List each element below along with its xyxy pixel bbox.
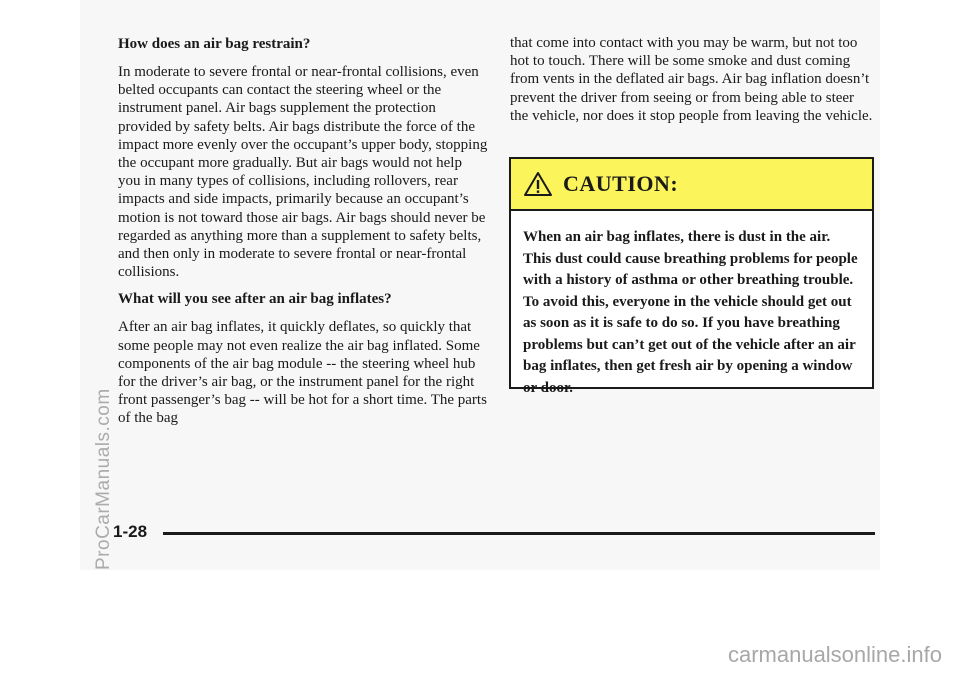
paragraph-air-bag-restrain: In moderate to severe frontal or near-frontal collisions, even belted occupants can contact the steering wheel or the instrument panel. Air bags supplement the protection provided by safety belts. Air bags distribute the force of the impact more evenly over the occupant’s upper body, stopping the occupant more gradually. But air bags would not help you in many types of collisions, including rollovers, rear impacts and side impacts, primarily because an occupant’s motion is not toward those air bags. Air bags should never be regarded as anything more than a supplement to safety belts, and then only in moderate to severe frontal or near-frontal collisions.	[118, 64, 488, 281]
left-column	[118, 34, 488, 436]
warning-triangle-icon	[523, 171, 553, 197]
caution-box	[509, 157, 874, 396]
page-number: 1-28	[113, 522, 148, 541]
paragraph-after-inflation: After an air bag inflates, it quickly deflates, so quickly that some people may not even realize the air bag inflated. Some components of the air bag module -- the steering wheel hub for the driver’s air bag, or the instrument panel for the right front passenger’s bag -- will be hot for a short time. The parts of the bag	[118, 319, 487, 427]
caution-body: When an air bag inflates, there is dust in the air. This dust could cause breathing problems for people with a history of asthma or other breathing trouble. To avoid this, everyone in the vehicle should get out as soon as it is safe to do so. If you have breathing problems but can’t get out of the vehicle after an air bag inflates, then get fresh air by opening a window or door.	[523, 229, 858, 396]
heading-air-bag-restrain: How does an air bag restrain?	[118, 36, 311, 52]
caution-header	[511, 159, 872, 211]
paragraph-continued: that come into contact with you may be warm, but not too hot to touch. There will be some smoke and dust coming from vents in the deflated air bags. Air bag inflation doesn’t prevent the driver from seeing or from being able to steer the vehicle, nor does it stop people from leaving the vehicle.	[510, 35, 873, 124]
heading-after-inflation: What will you see after an air bag inflates?	[118, 291, 392, 308]
right-column	[510, 34, 874, 133]
vertical-watermark: ProCarManuals.com	[93, 388, 114, 570]
footer-rule	[163, 532, 875, 535]
bottom-watermark: carmanualsonline.info	[727, 642, 942, 667]
caution-title: CAUTION:	[563, 171, 679, 196]
